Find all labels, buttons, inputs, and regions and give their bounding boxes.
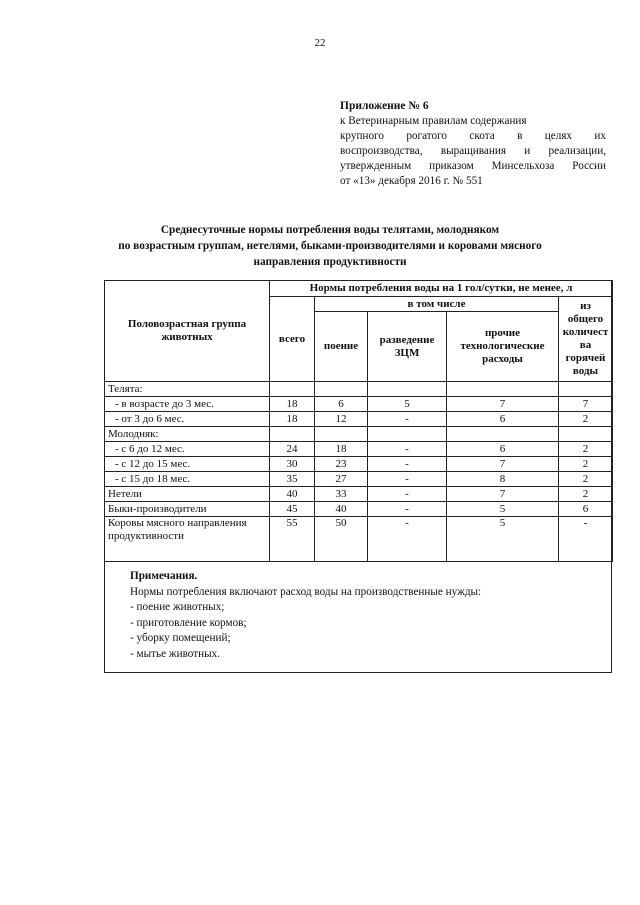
cell-zcm: - bbox=[368, 487, 447, 502]
cell-other: 7 bbox=[447, 457, 559, 472]
water-norms-table bbox=[104, 280, 613, 562]
appendix-line: крупного рогатого скота в целях их bbox=[340, 130, 606, 142]
notes-item: - приготовление кормов; bbox=[130, 616, 247, 629]
header-hot-water: из общего количест ва горячей воды bbox=[559, 297, 613, 382]
header-norms: Нормы потребления воды на 1 гол/сутки, не менее, л bbox=[270, 281, 613, 297]
header-including: в том числе bbox=[315, 297, 559, 312]
cell-animal-group: - в возрасте до 3 мес. bbox=[105, 397, 270, 412]
notes-block bbox=[130, 569, 600, 662]
cell-drinking: 50 bbox=[315, 517, 368, 562]
header-other-expenses: прочие технологические расходы bbox=[447, 312, 559, 382]
cell-drinking: 12 bbox=[315, 412, 368, 427]
cell-total bbox=[270, 382, 315, 397]
cell-hot-water: - bbox=[559, 517, 613, 562]
cell-drinking: 33 bbox=[315, 487, 368, 502]
cell-zcm: - bbox=[368, 502, 447, 517]
cell-animal-group: Коровы мясного направления продуктивности bbox=[105, 517, 270, 562]
header-animal-group: Половозрастная группа животных bbox=[105, 281, 270, 382]
cell-zcm: - bbox=[368, 457, 447, 472]
cell-total bbox=[270, 427, 315, 442]
header-total: всего bbox=[270, 297, 315, 382]
cell-hot-water: 2 bbox=[559, 457, 613, 472]
appendix-block bbox=[340, 99, 606, 189]
cell-total: 24 bbox=[270, 442, 315, 457]
cell-drinking: 40 bbox=[315, 502, 368, 517]
cell-total: 40 bbox=[270, 487, 315, 502]
cell-drinking: 23 bbox=[315, 457, 368, 472]
table-row bbox=[105, 517, 613, 562]
table-row bbox=[105, 487, 613, 502]
cell-animal-group: - с 12 до 15 мес. bbox=[105, 457, 270, 472]
cell-other bbox=[447, 427, 559, 442]
table-row bbox=[105, 397, 613, 412]
appendix-line: от «13» декабря 2016 г. № 551 bbox=[340, 175, 483, 187]
cell-other: 6 bbox=[447, 412, 559, 427]
header-drinking: поение bbox=[315, 312, 368, 382]
cell-animal-group: - с 15 до 18 мес. bbox=[105, 472, 270, 487]
cell-other: 6 bbox=[447, 442, 559, 457]
table-row bbox=[105, 472, 613, 487]
notes-item: - уборку помещений; bbox=[130, 632, 231, 644]
notes-item: - поение животных; bbox=[130, 601, 225, 613]
cell-drinking: 18 bbox=[315, 442, 368, 457]
cell-hot-water: 7 bbox=[559, 397, 613, 412]
notes-intro: Нормы потребления включают расход воды на производственные нужды: bbox=[130, 585, 482, 598]
cell-hot-water: 6 bbox=[559, 502, 613, 517]
cell-zcm bbox=[368, 382, 447, 397]
notes-title: Примечания. bbox=[130, 570, 198, 582]
cell-animal-group: Быки-производители bbox=[105, 502, 270, 517]
table-row bbox=[105, 442, 613, 457]
document-title-line: Среднесуточные нормы потребления воды телятами, молодняком bbox=[160, 224, 500, 236]
cell-other: 7 bbox=[447, 397, 559, 412]
cell-hot-water: 2 bbox=[559, 442, 613, 457]
cell-animal-group: - от 3 до 6 мес. bbox=[105, 412, 270, 427]
cell-zcm: - bbox=[368, 472, 447, 487]
table-row bbox=[105, 502, 613, 517]
page-number: 22 bbox=[314, 37, 326, 49]
cell-total: 18 bbox=[270, 397, 315, 412]
cell-other: 5 bbox=[447, 517, 559, 562]
document-title bbox=[60, 222, 600, 270]
cell-zcm: - bbox=[368, 442, 447, 457]
table-row bbox=[105, 457, 613, 472]
document-title-line: по возрастным группам, нетелями, быками-производителями и коровами мясного bbox=[118, 240, 542, 252]
cell-total: 35 bbox=[270, 472, 315, 487]
appendix-title: Приложение № 6 bbox=[340, 100, 429, 112]
cell-drinking: 6 bbox=[315, 397, 368, 412]
cell-total: 18 bbox=[270, 412, 315, 427]
cell-animal-group: Телята: bbox=[105, 382, 270, 397]
cell-total: 45 bbox=[270, 502, 315, 517]
cell-hot-water bbox=[559, 382, 613, 397]
cell-other: 8 bbox=[447, 472, 559, 487]
appendix-line: воспроизводства, выращивания и реализации, bbox=[340, 145, 606, 157]
document-title-line: направления продуктивности bbox=[253, 256, 407, 268]
cell-zcm: - bbox=[368, 412, 447, 427]
appendix-line: к Ветеринарным правилам содержания bbox=[340, 115, 527, 127]
cell-animal-group: Молодняк: bbox=[105, 427, 270, 442]
cell-drinking bbox=[315, 427, 368, 442]
cell-animal-group: Нетели bbox=[105, 487, 270, 502]
appendix-line: утвержденным приказом Минсельхоза России bbox=[340, 160, 606, 172]
cell-hot-water: 2 bbox=[559, 412, 613, 427]
cell-drinking bbox=[315, 382, 368, 397]
cell-zcm: - bbox=[368, 517, 447, 562]
cell-hot-water: 2 bbox=[559, 472, 613, 487]
cell-zcm: 5 bbox=[368, 397, 447, 412]
table-row bbox=[105, 382, 613, 397]
table-body bbox=[105, 382, 613, 562]
table-row bbox=[105, 412, 613, 427]
cell-total: 30 bbox=[270, 457, 315, 472]
notes-item: - мытье животных. bbox=[130, 647, 221, 660]
cell-hot-water bbox=[559, 427, 613, 442]
cell-total: 55 bbox=[270, 517, 315, 562]
cell-other: 7 bbox=[447, 487, 559, 502]
cell-other bbox=[447, 382, 559, 397]
header-zcm: разведение ЗЦМ bbox=[368, 312, 447, 382]
cell-hot-water: 2 bbox=[559, 487, 613, 502]
cell-zcm bbox=[368, 427, 447, 442]
cell-drinking: 27 bbox=[315, 472, 368, 487]
cell-other: 5 bbox=[447, 502, 559, 517]
cell-animal-group: - с 6 до 12 мес. bbox=[105, 442, 270, 457]
table-row bbox=[105, 427, 613, 442]
